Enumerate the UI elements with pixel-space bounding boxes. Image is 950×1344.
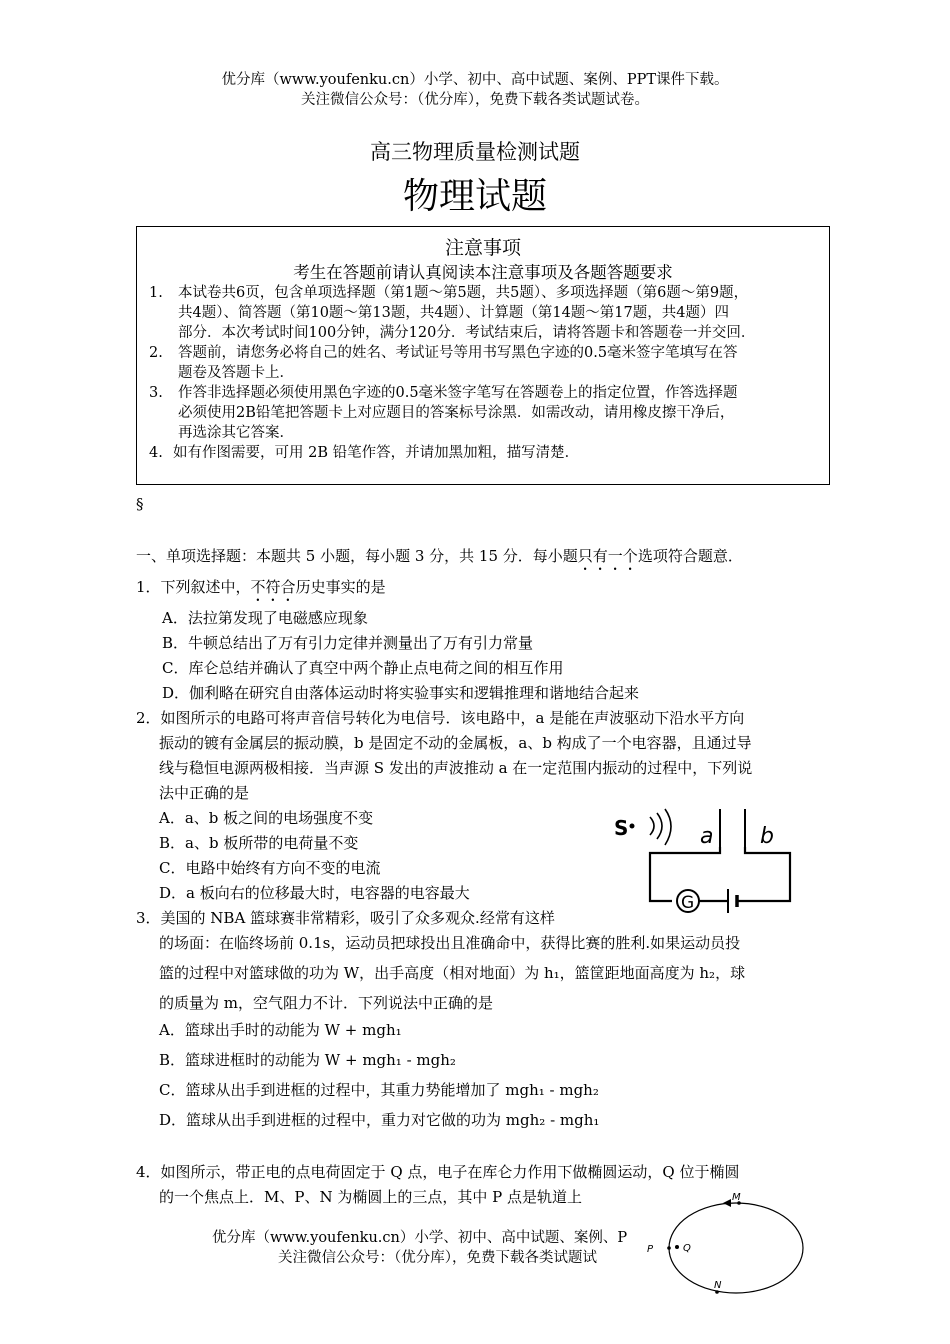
section-1-heading-pre: 一、单项选择题：本题共 5 小题，每小题 3 分，共 15 分．每小题: [136, 547, 578, 565]
notice-item-1-line-3: 部分．本次考试时间100分钟，满分120分．考试结束后，请将答题卡和答题卷一并交回．: [178, 325, 756, 341]
figure-label-g: G: [681, 893, 695, 913]
notice-item-3-line-2: 必须使用2B铅笔把答题卡上对应题目的答案标号涂黑．如需改动，请用橡皮擦干净后，: [178, 405, 735, 421]
figure-label-s: S: [614, 816, 629, 840]
notice-heading: 注意事项: [444, 237, 521, 259]
q4-stem-line-1: 4．如图所示，带正电的点电荷固定于 Q 点，电子在库仑力作用下做椭圆运动，Q 位于椭圆: [136, 1163, 740, 1181]
footer-line-2: 关注微信公众号：（优分库），免费下载各类试题试: [278, 1250, 597, 1266]
notice-item-2-num: 2.: [149, 345, 163, 361]
q3-stem-line-2: 的场面：在临终场前 0.1s，运动员把球投出且准确命中，获得比赛的胜利.如果运动员投: [159, 934, 741, 952]
section-1-heading: [136, 545, 743, 574]
q2-stem-line-4: 法中正确的是: [159, 784, 250, 802]
notice-item-2-line-2: 题卷及答题卡上．: [178, 365, 294, 381]
figure-label-m: M: [732, 1192, 741, 1203]
subtitle: 高三物理质量检测试题: [370, 140, 580, 164]
q2-stem-line-3: 线与稳恒电源两极相接．当声源 S 发出的声波推动 a 在一定范围内振动的过程中，下列说: [159, 759, 753, 777]
q3-option-a: A．篮球出手时的动能为 W + mgh₁: [159, 1021, 402, 1039]
figure-label-n: N: [714, 1280, 722, 1291]
notice-item-2-line-1: 答题前，请您务必将自己的姓名、考试证号等用书写黑色字迹的0.5毫米签字笔填写在答: [178, 345, 738, 361]
q2-option-b: B．a、b 板所带的电荷量不变: [159, 834, 359, 852]
notice-item-3-line-1: 作答非选择题必须使用黑色字迹的0.5毫米签字笔写在答题卷上的指定位置，作答选择题: [178, 385, 738, 401]
figure-label-q: Q: [683, 1243, 691, 1254]
q1-option-b: B．牛顿总结出了万有引力定律并测量出了万有引力常量: [162, 634, 534, 652]
q4-stem-line-2: 的一个焦点上．M、P、N 为椭圆上的三点，其中 P 点是轨道上: [159, 1188, 582, 1206]
section-mark: §: [136, 495, 144, 513]
header-line-1: 优分库（www.youfenku.cn）小学、初中、高中试题、案例、PPT课件下载。: [221, 72, 729, 88]
capacitor-circuit-figure: [610, 805, 800, 915]
notice-item-3-line-3: 再选涂其它答案．: [178, 425, 294, 441]
q3-option-c: C．篮球从出手到进框的过程中，其重力势能增加了 mgh₁ - mgh₂: [159, 1081, 599, 1099]
q1-stem-post: 历史事实的是: [295, 578, 386, 596]
notice-item-3-num: 3.: [149, 385, 163, 401]
point-p-dot: [667, 1246, 671, 1250]
figure-label-a: a: [700, 824, 714, 849]
q3-stem-line-4: 的质量为 m，空气阻力不计．下列说法中正确的是: [159, 994, 493, 1012]
page-title: 物理试题: [402, 176, 547, 217]
header-line-2: 关注微信公众号：（优分库），免费下载各类试题试卷。: [301, 92, 649, 108]
q1-option-c: C．库仑总结并确认了真空中两个静止点电荷之间的相互作用: [162, 659, 564, 677]
q1-option-a: A．法拉第发现了电磁感应现象: [162, 609, 368, 627]
q1-option-d: D．伽利略在研究自由落体运动时将实验事实和逻辑推理和谐地结合起来: [162, 684, 640, 702]
section-1-heading-emph: 只有一个: [577, 547, 638, 565]
sound-wave-1: [650, 817, 654, 835]
figure-label-b: b: [760, 824, 774, 849]
ellipse-orbit-figure: [640, 1188, 815, 1298]
q3-stem-line-1: 3．美国的 NBA 篮球赛非常精彩，吸引了众多观众.经常有这样: [136, 909, 555, 927]
wire-right: [737, 847, 790, 901]
q3-option-b: B．篮球进框时的动能为 W + mgh₁ - mgh₂: [159, 1051, 456, 1069]
point-q-dot: [675, 1245, 679, 1249]
q2-stem-line-2: 振动的镀有金属层的振动膜，b 是固定不动的金属板，a、b 构成了一个电容器，且通过导: [159, 734, 752, 752]
q2-stem-line-1: 2．如图所示的电路可将声音信号转化为电信号．该电路中，a 是能在声波驱动下沿水平方向: [136, 709, 745, 727]
q1-stem: [136, 576, 386, 605]
notice-item-4-num: 4.: [149, 445, 163, 461]
notice-item-1-num: 1.: [149, 285, 163, 301]
notice-subheading: 考生在答题前请认真阅读本注意事项及各题答题要求: [293, 263, 673, 282]
q3-stem-line-3: 篮的过程中对篮球做的功为 W，出手高度（相对地面）为 h₁，篮筐距地面高度为 h₂，球: [159, 964, 746, 982]
q2-option-a: A．a、b 板之间的电场强度不变: [159, 809, 374, 827]
q2-option-c: C．电路中始终有方向不变的电流: [159, 859, 381, 877]
figure-label-p: P: [647, 1244, 654, 1255]
sound-source-dot: [630, 824, 635, 829]
notice-item-4-line-1: 如有作图需要，可用 2B 铅笔作答，并请加黑加粗，描写清楚．: [173, 445, 580, 461]
notice-item-1-line-1: 本试卷共6页，包含单项选择题（第1题～第5题，共5题）、多项选择题（第6题～第9题，: [178, 285, 749, 301]
orbit-direction-arrow: [723, 1199, 731, 1207]
footer-line-1: 优分库（www.youfenku.cn）小学、初中、高中试题、案例、P: [212, 1230, 628, 1246]
notice-box: [136, 226, 830, 485]
notice-item-1-line-2: 共4题）、简答题（第10题～第13题，共4题）、计算题（第14题～第17题，共4题）四: [178, 305, 729, 321]
sound-wave-3: [665, 809, 671, 845]
q2-option-d: D．a 板向右的位移最大时，电容器的电容最大: [159, 884, 470, 902]
q3-option-d: D．篮球从出手到进框的过程中，重力对它做的功为 mgh₂ - mgh₁: [159, 1111, 600, 1129]
section-1-heading-post: 选项符合题意．: [637, 547, 743, 565]
q1-stem-pre: 1．下列叙述中，: [136, 578, 251, 596]
sound-wave-2: [657, 813, 662, 839]
q1-stem-emph: 不符合: [250, 578, 296, 596]
